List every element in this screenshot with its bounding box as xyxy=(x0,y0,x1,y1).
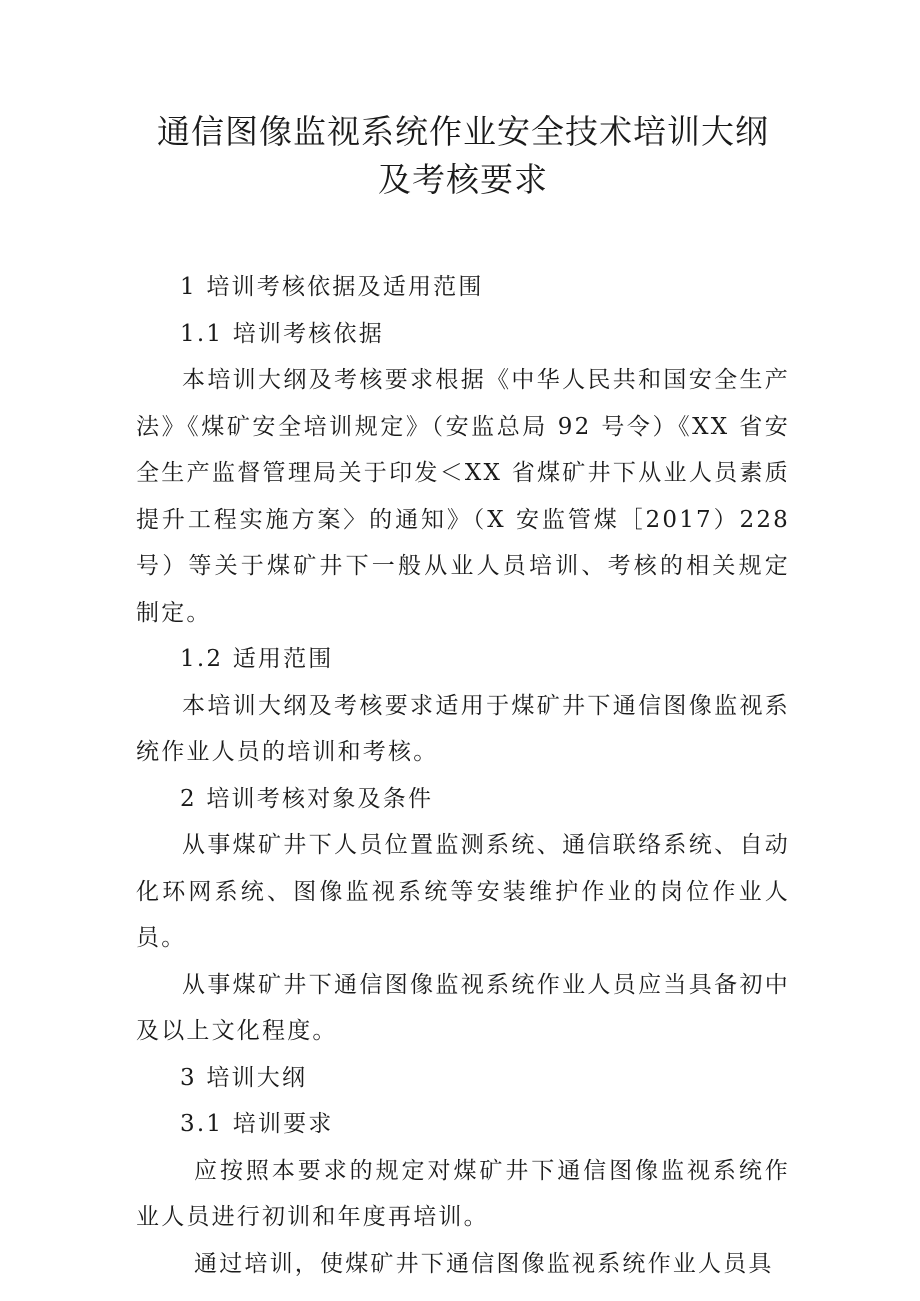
section-heading-3: 3 培训大纲 xyxy=(180,1064,308,1091)
title-line-2: 及考核要求 xyxy=(378,160,548,199)
paragraph-training-requirement: 应按照本要求的规定对煤矿井下通信图像监视系统作业人员进行初训和年度再培训。 xyxy=(136,1157,790,1230)
document-title xyxy=(136,108,790,204)
section-heading-1-1: 1.1 培训考核依据 xyxy=(180,320,384,347)
paragraph-training-goal: 通过培训，使煤矿井下通信图像监视系统作业人员具 xyxy=(194,1250,774,1277)
section-heading-2: 2 培训考核对象及条件 xyxy=(180,785,434,812)
section-heading-1: 1 培训考核依据及适用范围 xyxy=(180,274,484,300)
section-heading-3-1: 3.1 培训要求 xyxy=(180,1111,334,1137)
paragraph-basis: 本培训大纲及考核要求根据《中华人民共和国安全生产法》《煤矿安全培训规定》（安监总局 92 号令）《XX 省安全生产监督管理局关于印发＜XX 省煤矿井下从业人员素质提升工程实施方案〉的通知》（X 安监管煤［2017）228 号）等关于煤矿井下一般从业人员培训、考核的相关规定制定。 xyxy=(136,367,790,626)
paragraph-scope: 本培训大纲及考核要求适用于煤矿井下通信图像监视系统作业人员的培训和考核。 xyxy=(136,692,790,765)
paragraph-target-personnel: 从事煤矿井下人员位置监测系统、通信联络系统、自动化环网系统、图像监视系统等安装维护作业的岗位作业人员。 xyxy=(136,832,790,951)
section-heading-1-2: 1.2 适用范围 xyxy=(180,646,334,672)
paragraph-education-requirement: 从事煤矿井下通信图像监视系统作业人员应当具备初中及以上文化程度。 xyxy=(136,971,790,1044)
title-line-1: 通信图像监视系统作业安全技术培训大纲 xyxy=(157,112,769,151)
